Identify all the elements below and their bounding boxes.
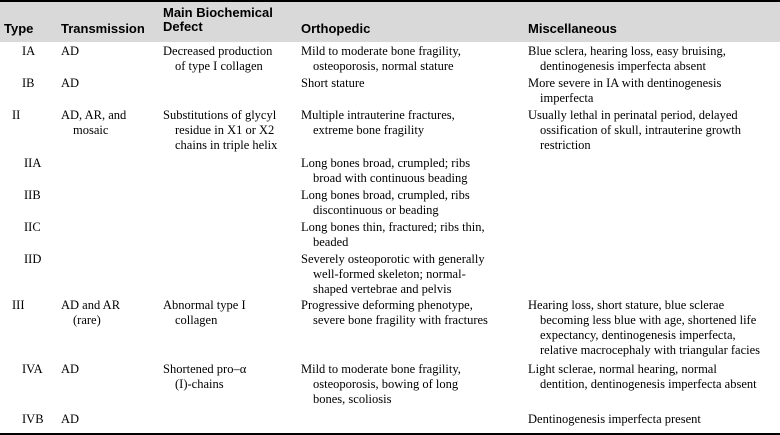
cell-line: AD xyxy=(61,44,80,58)
type-cell: II xyxy=(12,108,21,122)
header-orthopedic: Orthopedic xyxy=(301,21,371,36)
cell-line: discontinuous or beading xyxy=(313,203,439,217)
cell-line: dentition, dentinogenesis imperfecta absent xyxy=(540,377,757,391)
cell-line: bones, scoliosis xyxy=(313,392,392,406)
cell-line: severe bone fragility with fractures xyxy=(313,313,488,327)
orthopedic-cell xyxy=(301,44,461,74)
miscellaneous-cell xyxy=(528,108,741,153)
cell-line: Substitutions of glycyl xyxy=(163,108,277,122)
transmission-cell xyxy=(61,44,79,59)
cell-line: AD xyxy=(61,412,80,426)
cell-line: ossification of skull, intrauterine growth xyxy=(540,123,742,137)
cell-line: Short stature xyxy=(301,76,365,90)
cell-line: dentinogenesis imperfecta absent xyxy=(540,59,706,73)
defect-cell xyxy=(163,298,246,328)
cell-line: becoming less blue with age, shortened life xyxy=(540,313,757,327)
cell-line: mosaic xyxy=(73,123,109,137)
cell-line: osteoporosis, normal stature xyxy=(313,59,454,73)
cell-line: beaded xyxy=(313,235,349,249)
orthopedic-cell xyxy=(301,108,455,138)
type-cell: IA xyxy=(22,44,36,58)
cell-line: More severe in IA with dentinogenesis xyxy=(528,76,722,90)
cell-line: (rare) xyxy=(73,313,101,327)
defect-cell xyxy=(163,44,272,74)
header-defect-line-2: Defect xyxy=(163,19,203,34)
defect-cell xyxy=(163,362,246,392)
orthopedic-cell xyxy=(301,220,485,250)
header-defect xyxy=(163,6,273,34)
cell-line: AD xyxy=(61,362,80,376)
orthopedic-cell xyxy=(301,298,488,328)
cell-line: Decreased production xyxy=(163,44,273,58)
orthopedic-cell xyxy=(301,188,470,218)
header-type: Type xyxy=(4,21,34,36)
type-cell: IVA xyxy=(22,362,43,376)
cell-line: Hearing loss, short stature, blue sclerae xyxy=(528,298,725,312)
cell-line: well-formed skeleton; normal- xyxy=(313,267,466,281)
type-cell: IIB xyxy=(24,188,41,202)
header-transmission: Transmission xyxy=(61,21,145,36)
cell-line: Severely osteoporotic with generally xyxy=(301,252,485,266)
defect-cell xyxy=(163,108,277,153)
miscellaneous-cell xyxy=(528,76,721,106)
cell-line: Long bones thin, fractured; ribs thin, xyxy=(301,220,485,234)
orthopedic-cell xyxy=(301,76,365,91)
transmission-cell xyxy=(61,298,120,328)
cell-line: osteoporosis, bowing of long xyxy=(313,377,459,391)
type-cell: IVB xyxy=(22,412,44,426)
cell-line: Light sclerae, normal hearing, normal xyxy=(528,362,717,376)
cell-line: Progressive deforming phenotype, xyxy=(301,298,473,312)
cell-line: Long bones broad, crumpled; ribs xyxy=(301,156,471,170)
type-cell: III xyxy=(12,298,25,312)
miscellaneous-cell xyxy=(528,298,760,358)
transmission-cell xyxy=(61,362,79,377)
transmission-cell xyxy=(61,76,79,91)
type-cell: IIA xyxy=(24,156,42,170)
cell-line: AD xyxy=(61,76,80,90)
cell-line: restriction xyxy=(540,138,591,152)
miscellaneous-cell xyxy=(528,44,726,74)
miscellaneous-cell xyxy=(528,362,757,392)
transmission-cell xyxy=(61,108,126,138)
cell-line: extreme bone fragility xyxy=(313,123,425,137)
cell-line: Blue sclera, hearing loss, easy bruising, xyxy=(528,44,726,58)
cell-line: Multiple intrauterine fractures, xyxy=(301,108,455,122)
type-cell: IID xyxy=(24,252,42,266)
cell-line: chains in triple helix xyxy=(175,138,278,152)
cell-line: Shortened pro–α xyxy=(163,362,247,376)
cell-line: broad with continuous beading xyxy=(313,171,468,185)
cell-line: shaped vertebrae and pelvis xyxy=(313,282,452,296)
cell-line: collagen xyxy=(175,313,218,327)
cell-line: Abnormal type I xyxy=(163,298,246,312)
orthopedic-cell xyxy=(301,252,485,297)
cell-line: residue in X1 or X2 xyxy=(175,123,275,137)
cell-line: imperfecta xyxy=(540,91,594,105)
type-cell: IB xyxy=(22,76,35,90)
transmission-cell xyxy=(61,412,79,427)
cell-line: AD and AR xyxy=(61,298,121,312)
cell-line: AD, AR, and xyxy=(61,108,127,122)
cell-line: of type I collagen xyxy=(175,59,263,73)
type-cell: IIC xyxy=(24,220,41,234)
cell-line: relative macrocephaly with triangular facies xyxy=(540,343,761,357)
cell-line: Long bones broad, crumpled, ribs xyxy=(301,188,470,202)
header-defect-line-1: Main Biochemical xyxy=(163,5,273,20)
cell-line: Mild to moderate bone fragility, xyxy=(301,362,461,376)
miscellaneous-cell xyxy=(528,412,701,427)
cell-line: expectancy, dentinogenesis imperfecta, xyxy=(540,328,736,342)
cell-line: Usually lethal in perinatal period, delayed xyxy=(528,108,738,122)
orthopedic-cell xyxy=(301,362,461,407)
orthopedic-cell xyxy=(301,156,470,186)
cell-line: Mild to moderate bone fragility, xyxy=(301,44,461,58)
cell-line: Dentinogenesis imperfecta present xyxy=(528,412,701,426)
cell-line: (I)-chains xyxy=(175,377,224,391)
header-miscellaneous: Miscellaneous xyxy=(528,21,617,36)
